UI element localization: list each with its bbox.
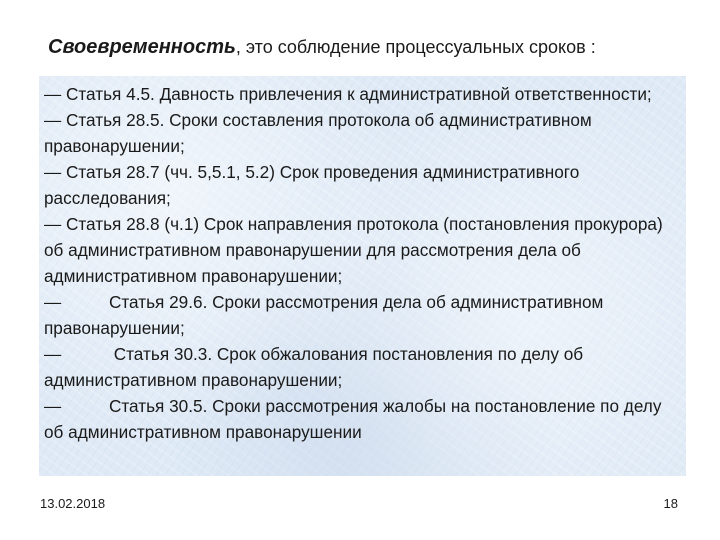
slide-title-rest: , это соблюдение процессуальных сроков : (235, 37, 596, 57)
content-box (39, 76, 686, 476)
article-item: — Статья 30.3. Срок обжалования постановления по делу об административном правонарушении; (44, 344, 588, 390)
article-item: — Статья 28.8 (ч.1) Срок направления протокола (постановления прокурора) об административном правонарушении для рассмотрения дела об административном правонарушении; (44, 214, 668, 286)
footer-date: 13.02.2018 (40, 496, 106, 511)
slide-title-lead: Своевременность (48, 36, 236, 58)
article-item: — Статья 4.5. Давность привлечения к административной ответственности; (44, 84, 652, 104)
article-item: — Статья 29.6. Сроки рассмотрения дела об административном правонарушении; (44, 292, 609, 338)
article-item: — Статья 28.5. Сроки составления протокола об административном правонарушении; (44, 110, 597, 156)
slide-title (48, 36, 708, 59)
page-number: 18 (663, 496, 678, 511)
article-item: — Статья 30.5. Сроки рассмотрения жалобы на постановление по делу об административном правонарушении (44, 396, 667, 442)
article-item: — Статья 28.7 (чч. 5,5.1, 5.2) Срок проведения административного расследования; (44, 162, 585, 208)
